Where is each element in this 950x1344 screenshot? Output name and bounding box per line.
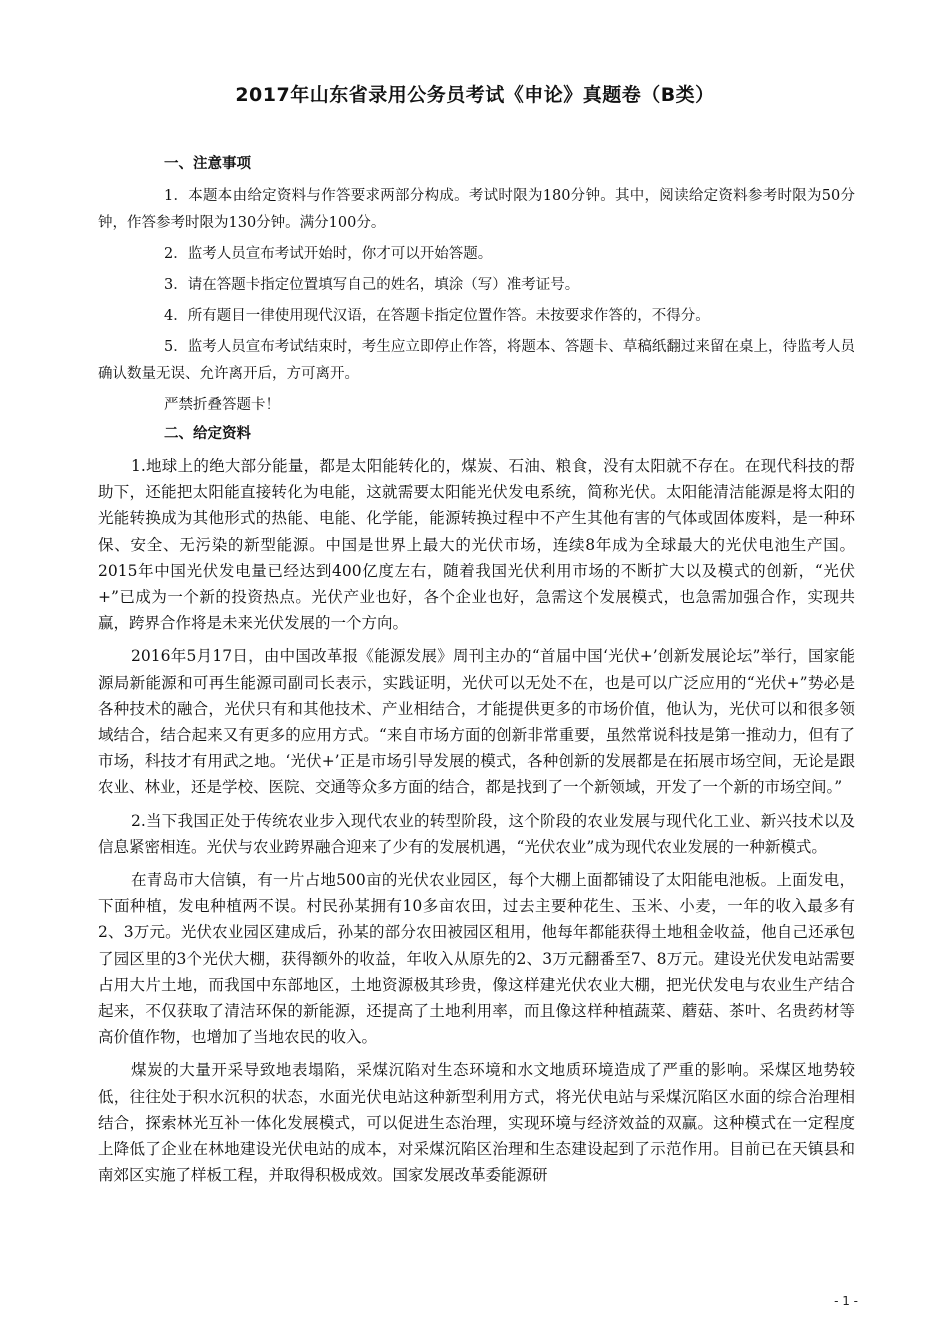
document-title: 2017年山东省录用公务员考试《申论》真题卷（B类）: [235, 84, 715, 106]
material-paragraph: 煤炭的大量开采导致地表塌陷，采煤沉陷对生态环境和水文地质环境造成了严重的影响。采煤区地势较低，往往处于积水沉积的状态，水面光伏电站这种新型利用方式，将光伏电站与采煤沉陷区水面的综合治理相结合，探索林光互补一体化发展模式，可以促进生态治理，实现环境与经济效益的双赢。这种模式在一定程度上降低了企业在林地建设光伏电站的成本，对采煤沉陷区治理和生态建设起到了示范作用。目前已在天镇县和南郊区实施了样板工程，并取得积极成效。国家发展改革委能源研: [98, 1061, 855, 1185]
section-heading-materials: 二、给定资料: [164, 426, 251, 442]
document-content: [98, 153, 855, 1195]
material-paragraph: 2.当下我国正处于传统农业步入现代农业的转型阶段，这个阶段的农业发展与现代化工业、新兴技术以及信息紧密相连。光伏与农业跨界融合迎来了少有的发展机遇，“光伏农业”成为现代农业发展的一种新模式。: [98, 811, 855, 856]
page-number: - 1 -: [834, 1294, 858, 1308]
material-paragraph: 2016年5月17日，由中国改革报《能源发展》周刊主办的“首届中国‘光伏+’创新发展论坛”举行，国家能源局新能源和可再生能源司副司长表示，实践证明，光伏可以无处不在，也是可以广泛应用的“光伏+”势必是各种技术的融合，光伏只有和其他技术、产业相结合，才能提供更多的市场价值，他认为，光伏可以和很多领域结合，结合起来又有更多的应用方式。“来自市场方面的创新非常重要，虽然常说科技是第一推动力，但有了市场，科技才有用武之地。‘光伏+’正是市场引导发展的模式，各种创新的发展都是在拓展市场空间，无论是跟农业、林业，还是学校、医院、交通等众多方面的结合，都是找到了一个新领域，开发了一个新的市场空间。”: [98, 647, 855, 797]
note-item: 1．本题本由给定资料与作答要求两部分构成。考试时限为180分钟。其中，阅读给定资料参考时限为50分钟，作答参考时限为130分钟。满分100分。: [98, 188, 855, 231]
note-item: 2．监考人员宣布考试开始时，你才可以开始答题。: [164, 246, 493, 262]
note-item: 3．请在答题卡指定位置填写自己的姓名，填涂（写）准考证号。: [164, 277, 580, 293]
section-heading-notes: 一、注意事项: [164, 156, 251, 172]
material-paragraph: 在青岛市大信镇，有一片占地500亩的光伏农业园区，每个大棚上面都铺设了太阳能电池板。上面发电，下面种植，发电种植两不误。村民孙某拥有10多亩农田，过去主要种花生、玉米、小麦，一年的收入最多有2、3万元。光伏农业园区建成后，孙某的部分农田被园区租用，他每年都能获得土地租金收益，他自己还承包了园区里的3个光伏大棚，获得额外的收益，年收入从原先的2、3万元翻番至7、8万元。建设光伏发电站需要占用大片土地，而我国中东部地区，土地资源极其珍贵，像这样建光伏农业大棚，把光伏发电与农业生产结合起来，不仅获取了清洁环保的新能源，还提高了土地利用率，而且像这样种植蔬菜、蘑菇、茶叶、名贵药材等高价值作物，也增加了当地农民的收入。: [98, 871, 855, 1047]
note-warning: 严禁折叠答题卡！: [164, 397, 280, 413]
material-paragraph: 1.地球上的绝大部分能量，都是太阳能转化的，煤炭、石油、粮食，没有太阳就不存在。在现代科技的帮助下，还能把太阳能直接转化为电能，这就需要太阳能光伏发电系统，简称光伏。太阳能清洁能源是将太阳的光能转换成为其他形式的热能、电能、化学能，能源转换过程中不产生其他有害的气体或固体废料，是一种环保、安全、无污染的新型能源。中国是世界上最大的光伏市场，连续8年成为全球最大的光伏电池生产国。2015年中国光伏发电量已经达到400亿度左右，随着我国光伏利用市场的不断扩大以及模式的创新，“光伏+”已成为一个新的投资热点。光伏产业也好，各个企业也好，急需这个发展模式，也急需加强合作，实现共赢，跨界合作将是未来光伏发展的一个方向。: [98, 457, 855, 633]
note-item: 4．所有题目一律使用现代汉语，在答题卡指定位置作答。未按要求作答的，不得分。: [164, 308, 710, 324]
note-item: 5．监考人员宣布考试结束时，考生应立即停止作答，将题本、答题卡、草稿纸翻过来留在桌上，待监考人员确认数量无误、允许离开后，方可离开。: [98, 339, 855, 382]
